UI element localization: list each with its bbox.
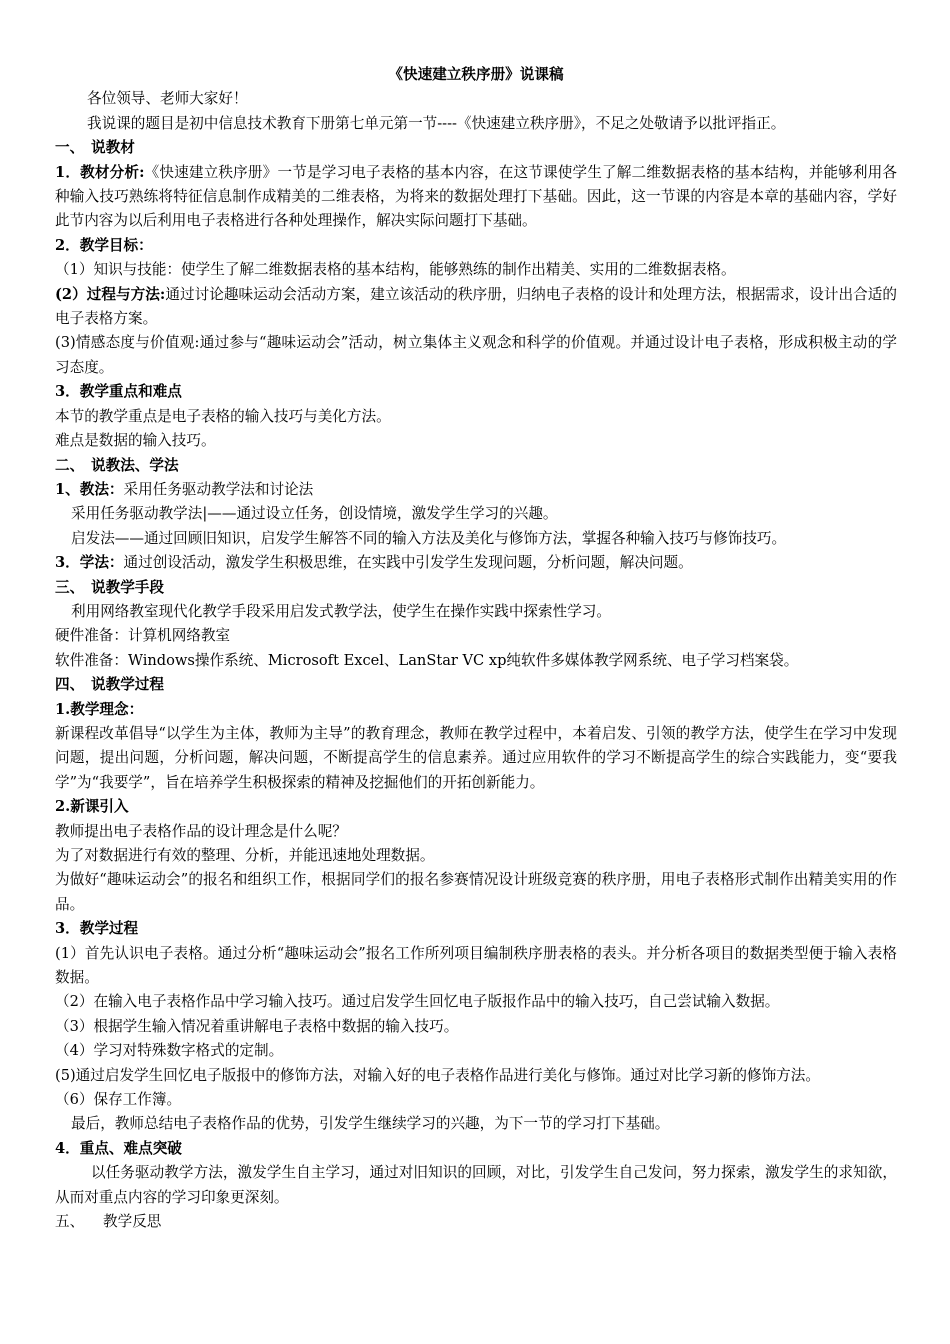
goal-knowledge: （1）知识与技能：使学生了解二维数据表格的基本结构，能够熟练的制作出精美、实用的二维数据表格。 [55,261,736,279]
section-5-heading [55,1210,897,1234]
process-step-3: （3）根据学生输入情况着重讲解电子表格中数据的输入技巧。 [55,1017,459,1035]
process-heading: 3．教学过程 [55,920,139,938]
process-step-4: （4）学习对特殊数字格式的定制。 [55,1042,284,1060]
breakthrough-text: 以任务驱动教学方法，激发学生自主学习，通过对旧知识的回顾，对比，引发学生自己发问，努力探索，激发学生的求知欲，从而对重点内容的学习印象更深刻。 [55,1164,897,1206]
process-summary: 最后，教师总结电子表格作品的优势，引发学生继续学习的兴趣，为下一节的学习打下基础。 [71,1115,670,1133]
key-points-heading: 3．教学重点和难点 [55,383,182,401]
process-step-5: (5)通过启发学生回忆电子版报中的修饰方法，对输入好的电子表格作品进行美化与修饰。通过对比学习新的修饰方法。 [55,1066,820,1084]
section-title: 教学反思 [103,1213,162,1231]
section-title: 说教法、学法 [91,456,179,474]
process-step-6: （6）保存工作簿。 [55,1091,182,1109]
section-number: 五、 [55,1213,85,1231]
study-text: 通过创设活动，激发学生积极思维，在实践中引发学生发现问题，分析问题，解决问题。 [123,554,693,572]
section-2-heading [55,454,897,478]
lesson-intro-1: 教师提出电子表格作品的设计理念是什么呢？ [55,822,347,840]
lesson-intro-2: 为了对数据进行有效的整理、分析，并能迅速地处理数据。 [55,847,435,864]
section-1-heading [55,136,897,160]
section-title: 说教学手段 [91,578,164,596]
software-prep: 软件准备：Windows操作系统、Microsoft Excel、LanStar VC xp纯软件多媒体教学网系统、电子学习档案袋。 [55,651,799,669]
teaching-method [55,478,897,502]
intro-paragraph: 我说课的题目是初中信息技术教育下册第七单元第一节----《快速建立秩序册》，不足之处敬请予以批评指正。 [87,114,786,132]
section-number: 一、 [55,139,85,157]
section-title: 说教材 [91,139,135,157]
method-text: 采用任务驱动教学法和讨论法 [123,480,314,498]
greeting: 各位领导、老师大家好！ [87,90,248,108]
process-step-1: (1）首先认识电子表格。通过分析“趣味运动会”报名工作所列项目编制秩序册表格的表头。并分析各项目的数据类型便于输入表格数据。 [55,944,897,987]
section-number: 四、 [55,676,85,694]
section-3-heading [55,576,897,600]
lesson-intro-3: 为做好“趣味运动会”的报名和组织工作，根据同学们的报名参赛情况设计班级竞赛的秩序册，用电子表格形式制作出精美实用的作品。 [55,871,897,913]
goal-process-label: (2）过程与方法: [55,285,166,303]
goal-process [55,283,897,332]
breakthrough-heading: 4．重点、难点突破 [55,1139,182,1157]
textbook-analysis [55,161,897,234]
section-title: 说教学过程 [91,676,164,694]
key-point: 本节的教学重点是电子表格的输入技巧与美化方法。 [55,407,391,425]
concept-heading: 1.教学理念： [55,700,144,718]
method-label: 1、教法： [55,480,124,498]
hardware-prep: 硬件准备：计算机网络教室 [55,627,231,645]
study-label: 3．学法： [55,554,124,572]
method-heuristic: 启发法——通过回顾旧知识，启发学生解答不同的输入方法及美化与修饰方法，掌握各种输入技巧与修饰技巧。 [71,529,787,547]
difficulty: 难点是数据的输入技巧。 [55,432,216,450]
section-4-heading [55,673,897,697]
lesson-intro-heading: 2.新课引入 [55,798,129,816]
document-page [55,63,897,1235]
concept-text: 新课程改革倡导“以学生为主体，教师为主导”的教育理念，教师在教学过程中，本着启发、引领的教学方法，使学生在学习中发现问题，提出问题，分析问题，解决问题，不断提高学生的信息素养。通过应用软件的学习不断提高学生的综合实践能力，变“要我学”为“我要学”，旨在培养学生积极探索的精神及挖掘他们的开拓创新能力。 [55,724,897,791]
study-method [55,551,897,575]
process-step-2: （2）在输入电子表格作品中学习输入技巧。通过启发学生回忆电子版报作品中的输入技巧，自己尝试输入数据。 [55,993,780,1011]
goal-process-text: 通过讨论趣味运动会活动方案，建立该活动的秩序册，归纳电子表格的设计和处理方法，根据需求，设计出合适的电子表格方案。 [55,285,897,328]
document-title: 《快速建立秩序册》说课稿 [388,66,564,83]
goals-heading: 2．教学目标： [55,236,153,254]
goal-attitude: (3)情感态度与价值观:通过参与“趣味运动会”活动，树立集体主义观念和科学的价值观。并通过设计电子表格，形成积极主动的学习态度。 [55,334,897,376]
teaching-means: 利用网络教室现代化教学手段采用启发式教学法，使学生在操作实践中探索性学习。 [71,602,611,620]
analysis-label: 1．教材分析: [55,163,145,181]
section-number: 三、 [55,578,85,596]
analysis-text: 《快速建立秩序册》一节是学习电子表格的基本内容，在这节课使学生了解二维数据表格的基本结构，并能够利用各种输入技巧熟练将特征信息制作成精美的二维表格，为将来的数据处理打下基础。因此，这一节课的内容是本章的基础内容，学好此节内容为以后利用电子表格进行各种处理操作，解决实际问题打下基础。 [55,163,897,230]
section-number: 二、 [55,456,85,474]
method-task-driven: 采用任务驱动教学法|——通过设立任务，创设情境，激发学生学习的兴趣。 [71,505,558,523]
